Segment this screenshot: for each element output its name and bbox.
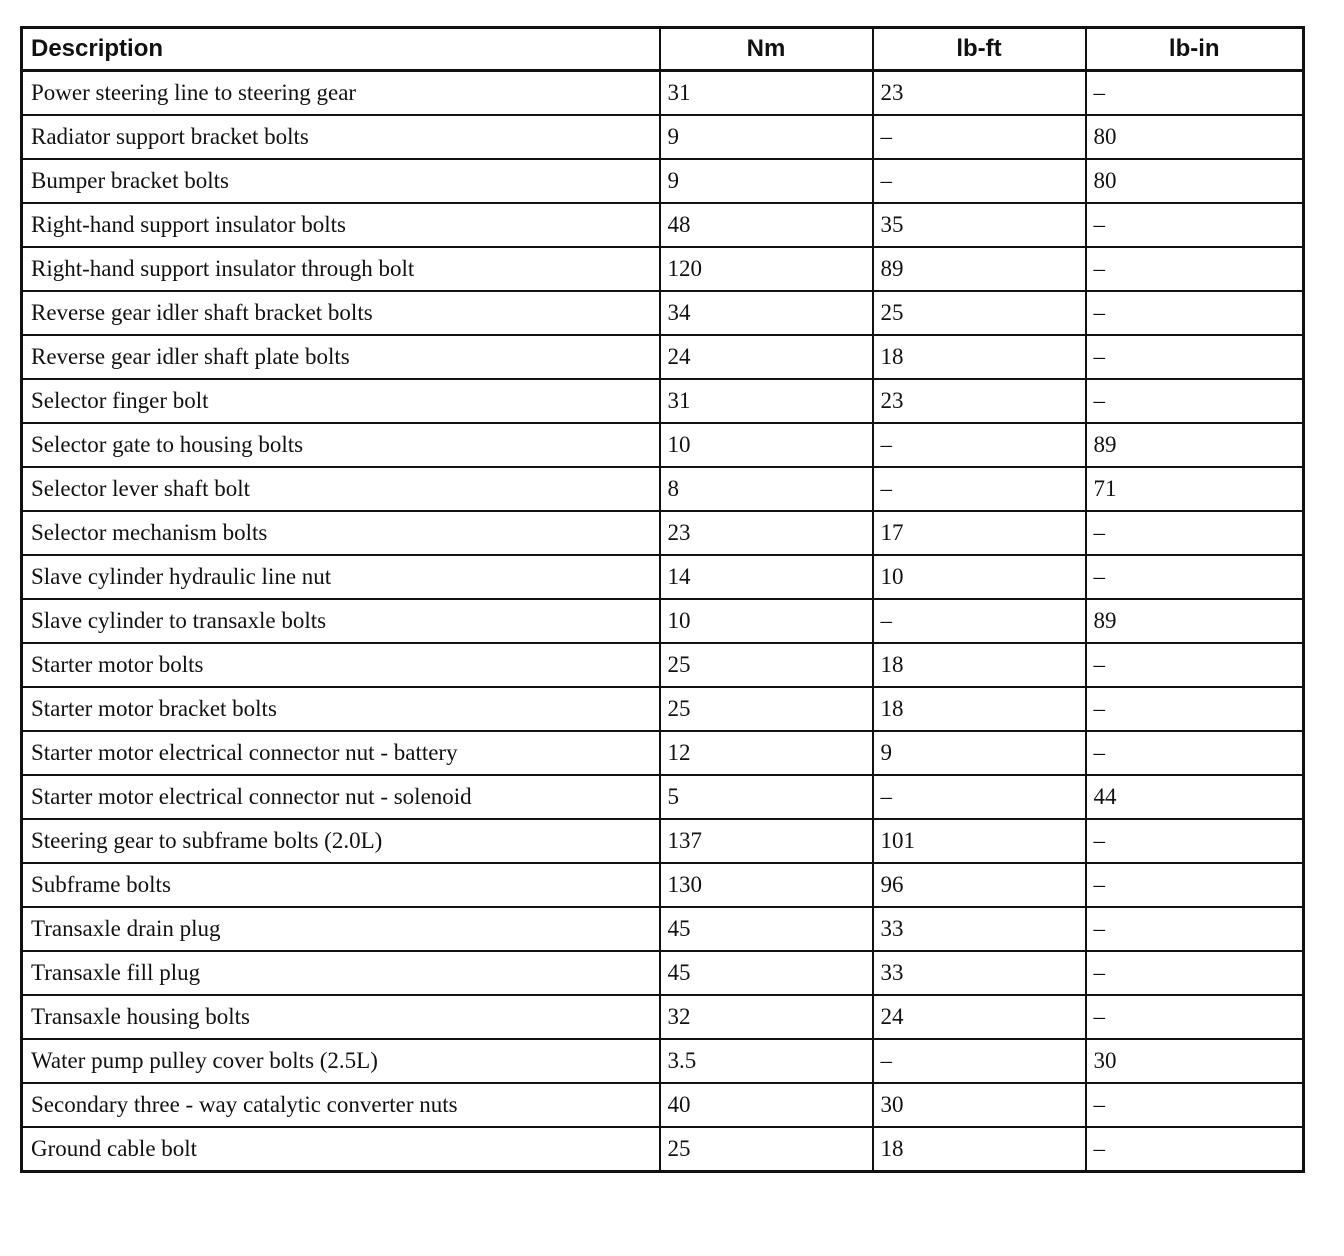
cell-lb-ft: –: [873, 115, 1086, 159]
cell-description: Right-hand support insulator bolts: [22, 203, 660, 247]
cell-lb-in: –: [1086, 1083, 1304, 1127]
cell-description: Selector lever shaft bolt: [22, 467, 660, 511]
cell-lb-ft: 33: [873, 907, 1086, 951]
cell-description: Reverse gear idler shaft bracket bolts: [22, 291, 660, 335]
cell-description: Water pump pulley cover bolts (2.5L): [22, 1039, 660, 1083]
cell-lb-in: –: [1086, 819, 1304, 863]
cell-lb-ft: 30: [873, 1083, 1086, 1127]
table-row: [22, 379, 1304, 423]
table-row: [22, 71, 1304, 116]
cell-description: Bumper bracket bolts: [22, 159, 660, 203]
cell-description: Steering gear to subframe bolts (2.0L): [22, 819, 660, 863]
table-row: [22, 555, 1304, 599]
cell-lb-ft: 18: [873, 335, 1086, 379]
cell-nm: 45: [660, 907, 873, 951]
cell-nm: 137: [660, 819, 873, 863]
table-row: [22, 1127, 1304, 1172]
cell-lb-in: –: [1086, 71, 1304, 116]
cell-lb-ft: –: [873, 467, 1086, 511]
cell-lb-in: 30: [1086, 1039, 1304, 1083]
table-row: [22, 951, 1304, 995]
cell-lb-in: 80: [1086, 159, 1304, 203]
cell-nm: 34: [660, 291, 873, 335]
table-row: [22, 159, 1304, 203]
cell-description: Ground cable bolt: [22, 1127, 660, 1172]
cell-lb-in: –: [1086, 555, 1304, 599]
table-row: [22, 863, 1304, 907]
table-row: [22, 291, 1304, 335]
cell-nm: 10: [660, 599, 873, 643]
table-row: [22, 731, 1304, 775]
cell-nm: 48: [660, 203, 873, 247]
table-row: [22, 203, 1304, 247]
cell-lb-ft: 89: [873, 247, 1086, 291]
cell-lb-in: –: [1086, 687, 1304, 731]
cell-description: Secondary three - way catalytic converter nuts: [22, 1083, 660, 1127]
cell-nm: 9: [660, 115, 873, 159]
cell-description: Selector gate to housing bolts: [22, 423, 660, 467]
cell-lb-in: 80: [1086, 115, 1304, 159]
table-row: [22, 775, 1304, 819]
cell-lb-ft: 24: [873, 995, 1086, 1039]
cell-nm: 3.5: [660, 1039, 873, 1083]
cell-nm: 5: [660, 775, 873, 819]
cell-lb-ft: 96: [873, 863, 1086, 907]
cell-description: Selector finger bolt: [22, 379, 660, 423]
cell-lb-in: –: [1086, 247, 1304, 291]
cell-lb-ft: 18: [873, 687, 1086, 731]
table-header: [22, 28, 1304, 71]
cell-description: Transaxle drain plug: [22, 907, 660, 951]
cell-lb-ft: –: [873, 423, 1086, 467]
cell-lb-in: –: [1086, 643, 1304, 687]
cell-lb-ft: 23: [873, 71, 1086, 116]
cell-description: Slave cylinder to transaxle bolts: [22, 599, 660, 643]
table-row: [22, 467, 1304, 511]
cell-lb-ft: –: [873, 1039, 1086, 1083]
cell-nm: 32: [660, 995, 873, 1039]
cell-lb-ft: 18: [873, 1127, 1086, 1172]
table-row: [22, 511, 1304, 555]
cell-lb-in: –: [1086, 203, 1304, 247]
cell-nm: 23: [660, 511, 873, 555]
cell-nm: 10: [660, 423, 873, 467]
header-row: [22, 28, 1304, 71]
cell-description: Starter motor bracket bolts: [22, 687, 660, 731]
cell-lb-in: –: [1086, 951, 1304, 995]
table-row: [22, 423, 1304, 467]
cell-lb-in: 89: [1086, 423, 1304, 467]
cell-lb-ft: –: [873, 159, 1086, 203]
cell-nm: 25: [660, 643, 873, 687]
torque-specifications-table: [20, 26, 1305, 1173]
cell-nm: 8: [660, 467, 873, 511]
column-header-nm: Nm: [660, 28, 873, 71]
cell-lb-in: –: [1086, 511, 1304, 555]
cell-nm: 31: [660, 379, 873, 423]
cell-description: Reverse gear idler shaft plate bolts: [22, 335, 660, 379]
cell-lb-ft: 9: [873, 731, 1086, 775]
cell-description: Radiator support bracket bolts: [22, 115, 660, 159]
cell-lb-in: –: [1086, 907, 1304, 951]
cell-nm: 120: [660, 247, 873, 291]
cell-lb-ft: 35: [873, 203, 1086, 247]
cell-description: Starter motor bolts: [22, 643, 660, 687]
cell-nm: 14: [660, 555, 873, 599]
cell-lb-in: –: [1086, 731, 1304, 775]
table-row: [22, 599, 1304, 643]
cell-description: Transaxle housing bolts: [22, 995, 660, 1039]
cell-nm: 9: [660, 159, 873, 203]
cell-lb-ft: 33: [873, 951, 1086, 995]
table-row: [22, 115, 1304, 159]
cell-nm: 130: [660, 863, 873, 907]
cell-lb-in: –: [1086, 1127, 1304, 1172]
table-row: [22, 1083, 1304, 1127]
cell-lb-ft: –: [873, 775, 1086, 819]
cell-lb-in: –: [1086, 863, 1304, 907]
cell-lb-in: 89: [1086, 599, 1304, 643]
table-row: [22, 247, 1304, 291]
cell-description: Right-hand support insulator through bolt: [22, 247, 660, 291]
table-row: [22, 819, 1304, 863]
cell-description: Subframe bolts: [22, 863, 660, 907]
cell-lb-ft: 10: [873, 555, 1086, 599]
cell-nm: 25: [660, 687, 873, 731]
cell-lb-ft: 101: [873, 819, 1086, 863]
table-row: [22, 687, 1304, 731]
cell-lb-ft: 17: [873, 511, 1086, 555]
table-row: [22, 643, 1304, 687]
cell-lb-in: –: [1086, 335, 1304, 379]
table-row: [22, 1039, 1304, 1083]
cell-description: Transaxle fill plug: [22, 951, 660, 995]
table-row: [22, 335, 1304, 379]
cell-lb-in: –: [1086, 995, 1304, 1039]
cell-description: Starter motor electrical connector nut - solenoid: [22, 775, 660, 819]
cell-lb-in: –: [1086, 291, 1304, 335]
cell-nm: 31: [660, 71, 873, 116]
cell-lb-ft: 23: [873, 379, 1086, 423]
cell-description: Slave cylinder hydraulic line nut: [22, 555, 660, 599]
cell-nm: 24: [660, 335, 873, 379]
cell-nm: 45: [660, 951, 873, 995]
cell-lb-ft: –: [873, 599, 1086, 643]
cell-lb-ft: 25: [873, 291, 1086, 335]
cell-description: Starter motor electrical connector nut - battery: [22, 731, 660, 775]
cell-nm: 40: [660, 1083, 873, 1127]
cell-description: Selector mechanism bolts: [22, 511, 660, 555]
cell-nm: 12: [660, 731, 873, 775]
table-body: [22, 71, 1304, 1172]
column-header-lb-ft: lb-ft: [873, 28, 1086, 71]
cell-lb-ft: 18: [873, 643, 1086, 687]
cell-lb-in: 44: [1086, 775, 1304, 819]
cell-lb-in: 71: [1086, 467, 1304, 511]
cell-description: Power steering line to steering gear: [22, 71, 660, 116]
cell-lb-in: –: [1086, 379, 1304, 423]
column-header-lb-in: lb-in: [1086, 28, 1304, 71]
table-row: [22, 907, 1304, 951]
cell-nm: 25: [660, 1127, 873, 1172]
table-row: [22, 995, 1304, 1039]
column-header-description: Description: [22, 28, 660, 71]
